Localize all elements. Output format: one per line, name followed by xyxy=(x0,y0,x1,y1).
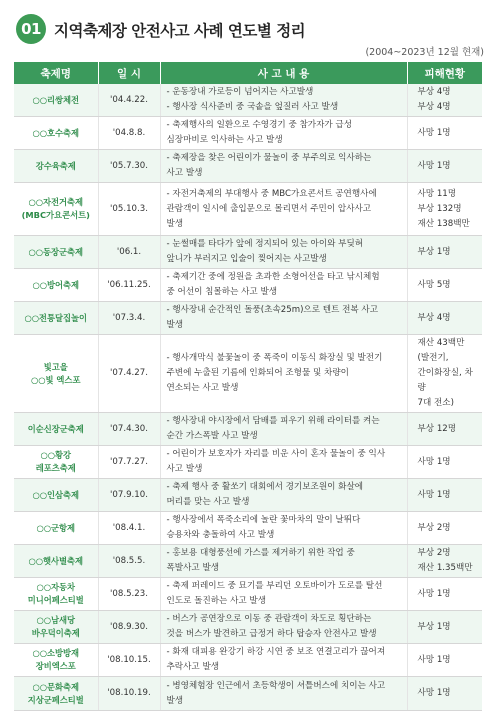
table-body xyxy=(14,84,482,711)
table-row xyxy=(14,269,482,302)
table-row xyxy=(14,150,482,183)
festival-name-line2: ○○빛 엑스포 xyxy=(31,374,81,385)
description-cell: - 축제행사의 일환으로 수영경기 중 참가자가 급성 심장마비로 익사하는 사고 발생 xyxy=(160,117,407,150)
festival-name: ○○군항제 xyxy=(36,522,76,533)
festival-name-cell xyxy=(14,644,98,677)
date-cell: '06.1. xyxy=(98,236,160,269)
date-cell: '08.5.23. xyxy=(98,578,160,611)
table-row xyxy=(14,578,482,611)
date-cell: '04.4.22. xyxy=(98,84,160,117)
date-cell: '04.8.8. xyxy=(98,117,160,150)
festival-name-line2: 바우덕이축제 xyxy=(31,628,80,638)
festival-name: ○○문화축제 xyxy=(32,681,80,692)
date-cell: '07.7.27. xyxy=(98,446,160,479)
description-cell: - 행사장내 야시장에서 담배를 피우기 위해 라이터를 켜는 순간 가스폭발 사고 발생 xyxy=(160,413,407,446)
damage-cell: 사망 1명 xyxy=(407,117,482,150)
damage-cell: 재산 43백만 (발전기, 간이화장실, 차량 7대 전소) xyxy=(407,335,482,413)
damage-cell: 사망 5명 xyxy=(407,269,482,302)
damage-cell: 부상 2명 xyxy=(407,512,482,545)
festival-name: ○○황강 xyxy=(40,450,71,460)
festival-name-line2: 장비엑스포 xyxy=(35,661,76,671)
damage-cell: 부상 2명 재산 1.35백만 xyxy=(407,545,482,578)
description-cell: - 버스가 공연장으로 이동 중 관람객이 차도로 횡단하는 것을 버스가 발견하고 급정거 하다 탑승자 안전사고 발생 xyxy=(160,611,407,644)
date-cell: '08.10.19. xyxy=(98,677,160,711)
period-note: (2004~2023년 12월 현재) xyxy=(365,47,484,58)
damage-cell: 사망 1명 xyxy=(407,677,482,711)
damage-cell: 사망 1명 xyxy=(407,150,482,183)
festival-name: ○○소방방재 xyxy=(32,648,80,658)
table-row xyxy=(14,545,482,578)
festival-name-line2: 미니어페스티벌 xyxy=(27,595,84,605)
date-cell: '05.10.3. xyxy=(98,183,160,236)
date-cell: '08.9.30. xyxy=(98,611,160,644)
festival-name-cell xyxy=(14,413,98,446)
festival-name-cell xyxy=(14,84,98,117)
description-cell: - 운동장내 가로등이 넘어지는 사고발생 - 행사장 식사준비 중 국솥을 엎질러 사고 발생 xyxy=(160,84,407,117)
festival-name: ○○리쌍체전 xyxy=(32,94,80,105)
festival-name: ○○햇사별축제 xyxy=(28,555,84,566)
festival-name-line2: 지상군페스티벌 xyxy=(27,694,84,705)
damage-cell: 사망 1명 xyxy=(407,479,482,512)
festival-name-cell xyxy=(14,677,98,711)
table-row xyxy=(14,446,482,479)
section-number-badge: 01 xyxy=(16,14,46,44)
description-cell: - 홍보용 대형풍선에 가스를 제거하기 위한 작업 중 폭발사고 발생 xyxy=(160,545,407,578)
col-damage: 피해현황 xyxy=(407,62,482,84)
date-cell: '08.10.15. xyxy=(98,644,160,677)
date-cell: '07.9.10. xyxy=(98,479,160,512)
description-cell: - 행사개막식 불꽃놀이 중 폭죽이 이동식 화장실 및 발전기 주변에 누출된 기름에 인화되어 조형물 및 차량이 연소되는 사고 발생 xyxy=(160,335,407,413)
table-row xyxy=(14,117,482,150)
date-cell: '07.4.30. xyxy=(98,413,160,446)
description-cell: - 어린이가 보호자가 자리를 비운 사이 혼자 물놀이 중 익사 사고 발생 xyxy=(160,446,407,479)
damage-cell: 사망 1명 xyxy=(407,446,482,479)
festival-name: ○○동장군축제 xyxy=(28,246,84,257)
date-cell: '08.4.1. xyxy=(98,512,160,545)
description-cell: - 눈썰매를 타다가 앞에 정지되어 있는 아이와 부딪혀 앞니가 부러지고 입술이 찢어지는 사고발생 xyxy=(160,236,407,269)
festival-name-line2: 레포츠축제 xyxy=(35,463,76,473)
date-cell: '07.3.4. xyxy=(98,302,160,335)
date-cell: '06.11.25. xyxy=(98,269,160,302)
festival-name: ○○전통달집놀이 xyxy=(24,312,88,323)
accident-table xyxy=(14,62,482,711)
damage-cell: 부상 1명 xyxy=(407,236,482,269)
table-row xyxy=(14,84,482,117)
damage-cell: 사망 11명 부상 132명 재산 138백만 xyxy=(407,183,482,236)
date-cell: '07.4.27. xyxy=(98,335,160,413)
festival-name-cell xyxy=(14,611,98,644)
damage-cell: 부상 4명 xyxy=(407,302,482,335)
description-cell: - 화재 대피용 완강기 하강 시연 중 보조 연결고리가 끊어져 추락사고 발생 xyxy=(160,644,407,677)
table-row xyxy=(14,512,482,545)
table-row xyxy=(14,302,482,335)
festival-name-cell xyxy=(14,512,98,545)
festival-name-cell xyxy=(14,150,98,183)
festival-name: ○○인삼축제 xyxy=(32,489,80,500)
description-cell: - 행사장에서 폭죽소리에 놀란 꽃마차의 말이 날뛰다 승용차와 충돌하여 사고 발생 xyxy=(160,512,407,545)
description-cell: - 자전거축제의 부대행사 중 MBC가요콘서트 공연행사에 관람객이 일시에 출입문으로 몰리면서 주민이 압사사고 발생 xyxy=(160,183,407,236)
festival-name: 이순신장군축제 xyxy=(27,423,84,434)
col-date: 일 시 xyxy=(98,62,160,84)
festival-name: ○○호수축제 xyxy=(32,127,80,138)
damage-cell: 사망 1명 xyxy=(407,578,482,611)
table-row xyxy=(14,413,482,446)
festival-name-cell xyxy=(14,269,98,302)
festival-name-cell xyxy=(14,479,98,512)
table-row xyxy=(14,335,482,413)
festival-name-cell xyxy=(14,545,98,578)
festival-name: ○○자전거축제 xyxy=(28,197,84,207)
description-cell: - 축제 행사 중 활쏘기 대회에서 경기보조원이 화살에 머리를 맞는 사고 발생 xyxy=(160,479,407,512)
description-cell: - 병영체험장 인근에서 초등학생이 셔틀버스에 치이는 사고 발생 xyxy=(160,677,407,711)
damage-cell: 부상 4명 부상 4명 xyxy=(407,84,482,117)
table-row xyxy=(14,677,482,711)
table-row xyxy=(14,183,482,236)
festival-name: ○○방어축제 xyxy=(32,279,80,290)
damage-cell: 사망 1명 xyxy=(407,644,482,677)
table-row xyxy=(14,611,482,644)
description-cell: - 축제장을 찾은 어린이가 물놀이 중 부주의로 익사하는 사고 발생 xyxy=(160,150,407,183)
festival-name-cell xyxy=(14,117,98,150)
festival-name-cell xyxy=(14,236,98,269)
col-description: 사 고 내 용 xyxy=(160,62,407,84)
damage-cell: 부상 1명 xyxy=(407,611,482,644)
festival-name-cell xyxy=(14,446,98,479)
description-cell: - 축제기간 중에 정원을 초과한 소형어선을 타고 낚시체험 중 어선이 침몰하는 사고 발생 xyxy=(160,269,407,302)
festival-name: 빛고을 xyxy=(43,361,68,372)
festival-name-cell xyxy=(14,183,98,236)
description-cell: - 행사장내 순간적인 돌풍(초속25m)으로 텐트 전복 사고 발생 xyxy=(160,302,407,335)
col-festival: 축제명 xyxy=(14,62,98,84)
date-cell: '08.5.5. xyxy=(98,545,160,578)
festival-name: ○○남새당 xyxy=(36,615,76,625)
table-row xyxy=(14,644,482,677)
festival-name-cell xyxy=(14,335,98,413)
page-title: 지역축제장 안전사고 사례 연도별 정리 xyxy=(54,22,306,40)
festival-name-cell xyxy=(14,578,98,611)
table-row xyxy=(14,479,482,512)
table-row xyxy=(14,236,482,269)
festival-name: 강수육축제 xyxy=(35,160,76,171)
date-cell: '05.7.30. xyxy=(98,150,160,183)
festival-name-line2: (MBC가요콘서트) xyxy=(21,210,90,220)
festival-name-cell xyxy=(14,302,98,335)
description-cell: - 축제 퍼레이드 중 묘기를 부리던 오토바이가 도로를 탈선 인도로 돌진하는 사고 발생 xyxy=(160,578,407,611)
table-header-row xyxy=(14,62,482,84)
festival-name: ○○자동차 xyxy=(36,582,76,592)
damage-cell: 부상 12명 xyxy=(407,413,482,446)
